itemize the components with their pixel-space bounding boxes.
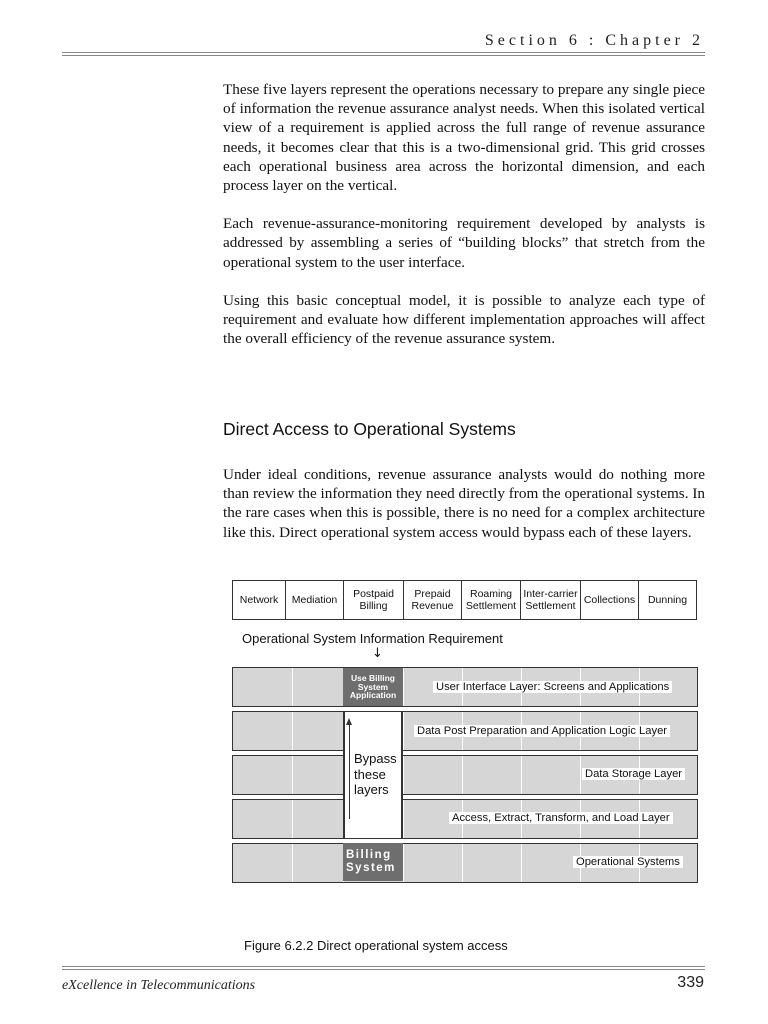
arrow-up-icon xyxy=(349,724,350,819)
layer-label: Data Storage Layer xyxy=(582,768,685,780)
business-area-cell: Mediation xyxy=(286,581,344,619)
business-area-cell: Postpaid Billing xyxy=(344,581,404,619)
paragraph: Under ideal conditions, revenue assurance analysts would do nothing more than review the information they need directly from the operational systems. In the rare cases when this is possible, there is no need for a complex architecture like this. Direct operational system access would bypass each of these layers. xyxy=(223,466,705,541)
page-number: 339 xyxy=(677,974,704,991)
requirement-label: Operational System Information Requirement xyxy=(242,631,503,646)
footer-rule xyxy=(62,966,705,967)
body-text-2 xyxy=(223,465,705,561)
billing-system-box: Billing System xyxy=(343,843,403,881)
footer-rule-2 xyxy=(62,969,705,970)
layer-label: Access, Extract, Transform, and Load Layer xyxy=(449,812,673,824)
use-billing-system-box: Use Billing System Application xyxy=(343,668,403,706)
business-area-cell: Roaming Settlement xyxy=(462,581,521,619)
business-area-cell: Collections xyxy=(581,581,639,619)
footer-title: eXcellence in Telecommunications xyxy=(62,978,256,993)
arrow-up-head-icon xyxy=(346,718,352,725)
figure-caption: Figure 6.2.2 Direct operational system access xyxy=(244,938,508,953)
running-header: Section 6 : Chapter 2 xyxy=(484,32,704,49)
business-area-cell: Prepaid Revenue xyxy=(404,581,462,619)
business-area-cell: Inter-carrier Settlement xyxy=(521,581,581,619)
business-area-cell: Dunning xyxy=(647,594,688,606)
paragraph: These five layers represent the operations necessary to prepare any single piece of information the revenue assurance analyst needs. When this isolated vertical view of a requirement is applied across the full range of revenue assurance needs, it becomes clear that this is a two-dimensional grid. This grid crosses each operational business area across the horizontal dimension, and each process layer on the vertical. xyxy=(223,81,705,195)
section-heading: Direct Access to Operational Systems xyxy=(223,419,516,439)
business-area-table xyxy=(232,580,697,620)
layer-label: User Interface Layer: Screens and Applications xyxy=(433,681,672,693)
bypass-label: Bypass these layers xyxy=(354,751,397,797)
body-text xyxy=(223,80,705,367)
layer-label: Operational Systems xyxy=(573,856,683,868)
business-area-cell: Network xyxy=(233,581,286,619)
arrow-down-icon: ↓ xyxy=(372,646,383,661)
paragraph: Using this basic conceptual model, it is possible to analyze each type of requirement and evaluate how different implementation approaches will affect the overall efficiency of the revenue assurance system. xyxy=(223,291,705,348)
paragraph: Each revenue-assurance-monitoring requirement developed by analysts is addressed by assembling a series of “building blocks” that stretch from the operational system to the user interface. xyxy=(223,215,705,271)
header-rule xyxy=(62,52,705,53)
layer-label: Data Post Preparation and Application Logic Layer xyxy=(414,725,670,737)
header-rule-2 xyxy=(62,55,705,56)
